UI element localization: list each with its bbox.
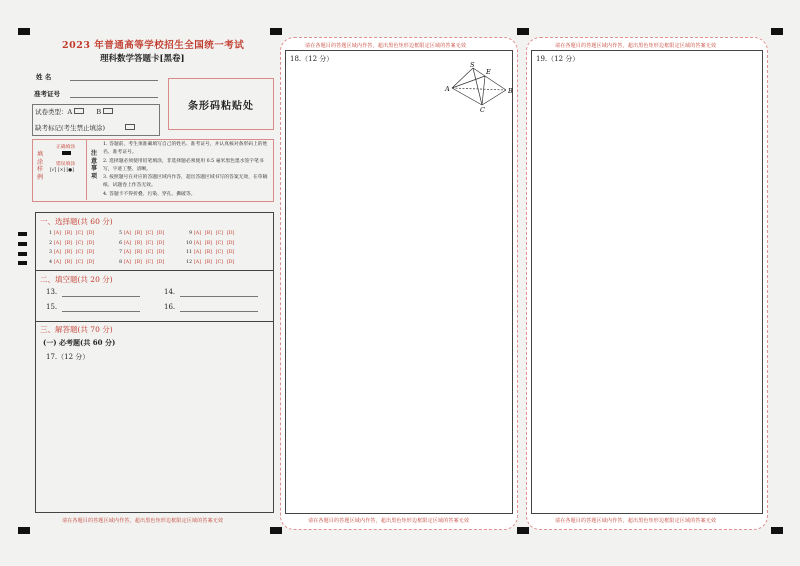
fill-answer-15[interactable] xyxy=(62,311,140,312)
choice-number: 8 xyxy=(119,259,122,265)
choice-option-bubble[interactable]: [B] xyxy=(64,240,72,246)
question-19: 19.（12 分） xyxy=(536,55,580,63)
choice-option-bubble[interactable]: [D] xyxy=(86,231,95,236)
choice-option-bubble[interactable]: [C] xyxy=(215,240,223,246)
timing-mark xyxy=(517,527,529,534)
timing-mark xyxy=(18,252,27,256)
choice-question xyxy=(45,241,98,246)
choice-option-bubble[interactable]: [C] xyxy=(145,250,153,255)
answer-box-19[interactable] xyxy=(531,50,763,514)
choice-option-bubble[interactable]: [A] xyxy=(54,259,61,265)
notes-list xyxy=(103,141,269,199)
choice-option-bubble[interactable]: [D] xyxy=(226,231,235,236)
absent-row xyxy=(35,123,135,132)
id-label: 准考证号 xyxy=(34,90,60,98)
answer-area-17[interactable] xyxy=(38,362,268,508)
choice-option-bubble[interactable]: [A] xyxy=(124,231,131,236)
choice-option-bubble[interactable]: [A] xyxy=(54,231,61,236)
choice-option-bubble[interactable]: [D] xyxy=(156,231,165,236)
barcode-area xyxy=(168,78,274,130)
required-title: (一) 必考题(共 60 分) xyxy=(43,338,116,347)
choice-option-bubble[interactable]: [C] xyxy=(215,259,223,265)
choice-option-bubble[interactable]: [B] xyxy=(134,231,142,236)
fill-correct-label: 正确填涂 xyxy=(56,145,76,150)
choice-option-bubble[interactable]: [D] xyxy=(226,240,235,246)
choice-option-bubble[interactable]: [B] xyxy=(134,259,142,265)
card-title: 理科数学答题卡[黑卷] xyxy=(100,54,185,64)
choice-option-bubble[interactable]: [C] xyxy=(215,250,223,255)
warning-middle-bottom: 请在各题目的答题区域内作答，超出黑色矩形边框限定区域的答案无效 xyxy=(308,518,470,524)
edge-AB xyxy=(452,88,506,90)
notes-label: 注意事项 xyxy=(91,150,98,180)
choice-option-bubble[interactable]: [D] xyxy=(86,240,95,246)
choice-option-bubble[interactable]: [D] xyxy=(156,240,165,246)
edge-BC xyxy=(482,90,506,105)
choice-option-bubble[interactable]: [C] xyxy=(75,250,83,255)
fill-answer-16[interactable] xyxy=(180,311,258,312)
label-S: S xyxy=(470,61,475,69)
notes-divider xyxy=(86,139,87,200)
edge-SA xyxy=(452,68,473,88)
fill-correct-sample xyxy=(62,151,71,155)
choice-option-bubble[interactable]: [C] xyxy=(215,231,223,236)
choice-question xyxy=(115,241,168,246)
edge-AC xyxy=(452,88,482,105)
paper-type-a-box[interactable] xyxy=(74,108,84,114)
id-field[interactable] xyxy=(70,97,158,98)
question-17: 17.（12 分） xyxy=(46,353,90,361)
timing-mark xyxy=(270,527,282,534)
edge-SC xyxy=(473,68,482,105)
choice-option-bubble[interactable]: [A] xyxy=(124,250,131,255)
choice-question xyxy=(185,241,238,246)
choice-option-bubble[interactable]: [B] xyxy=(134,250,142,255)
choice-option-bubble[interactable]: [B] xyxy=(204,231,212,236)
choice-option-bubble[interactable]: [A] xyxy=(194,250,201,255)
fill-wrong-samples: [√] [×] [●] xyxy=(50,168,74,173)
label-A: A xyxy=(445,85,450,93)
choice-number: 10 xyxy=(186,240,192,246)
warning-right-bottom: 请在各题目的答题区域内作答，超出黑色矩形边框限定区域的答案无效 xyxy=(555,518,717,524)
note-item: 4. 答题卡不得折叠、污染、穿孔、撕破等。 xyxy=(103,191,196,197)
choice-question xyxy=(45,231,98,236)
choice-number: 11 xyxy=(186,250,192,255)
choice-option-bubble[interactable]: [D] xyxy=(86,250,95,255)
choice-question xyxy=(115,231,168,236)
choice-option-bubble[interactable]: [D] xyxy=(226,259,235,265)
choice-question xyxy=(115,250,168,255)
timing-mark xyxy=(270,28,282,35)
choice-option-bubble[interactable]: [B] xyxy=(64,250,72,255)
choice-option-bubble[interactable]: [D] xyxy=(226,250,235,255)
absent-label: 缺考标记(考生禁止填涂) xyxy=(35,124,106,132)
choice-section-title: 一、选择题(共 60 分) xyxy=(40,217,113,226)
timing-mark xyxy=(771,28,783,35)
timing-mark xyxy=(18,242,27,246)
question-18: 18.（12 分） xyxy=(290,55,334,63)
choice-number: 5 xyxy=(119,231,122,236)
warning-right-top: 请在各题目的答题区域内作答，超出黑色矩形边框限定区域的答案无效 xyxy=(555,43,717,49)
choice-option-bubble[interactable]: [B] xyxy=(204,250,212,255)
timing-mark xyxy=(18,28,30,35)
edge-EC xyxy=(482,76,485,105)
label-C: C xyxy=(480,106,485,114)
fill-wrong-label: 错误填涂 xyxy=(56,162,76,167)
choice-number: 1 xyxy=(49,231,52,236)
timing-mark xyxy=(18,232,27,236)
fill-item-14: 14. xyxy=(164,288,176,296)
fill-section-title: 二、填空题(共 20 分) xyxy=(40,275,113,284)
choice-option-bubble[interactable]: [B] xyxy=(204,240,212,246)
choice-option-bubble[interactable]: [A] xyxy=(194,240,201,246)
choice-option-bubble[interactable]: [A] xyxy=(124,259,131,265)
timing-mark xyxy=(18,261,27,265)
choice-option-bubble[interactable]: [B] xyxy=(134,240,142,246)
note-item: 3. 按照题号在对应的答题区域内作答，超出答题区域书写的答案无效，在草稿纸、试题卷上作答无效。 xyxy=(103,175,268,189)
choice-option-bubble[interactable]: [A] xyxy=(124,240,131,246)
fill-answer-14[interactable] xyxy=(180,296,258,297)
warning-middle-top: 请在各题目的答题区域内作答，超出黑色矩形边框限定区域的答案无效 xyxy=(305,43,467,49)
paper-type-label: 试卷类型：A xyxy=(35,108,73,116)
timing-mark xyxy=(517,28,529,35)
answer-section-title: 三、解答题(共 70 分) xyxy=(40,325,113,334)
label-E: E xyxy=(486,68,491,76)
choice-number: 9 xyxy=(189,231,192,236)
choice-number: 4 xyxy=(49,259,52,265)
label-B: B xyxy=(508,87,513,95)
choice-option-bubble[interactable]: [C] xyxy=(75,259,83,265)
choice-option-bubble[interactable]: [A] xyxy=(194,259,201,265)
choice-question xyxy=(45,250,98,255)
choice-option-bubble[interactable]: [A] xyxy=(54,250,61,255)
choice-question xyxy=(115,260,168,265)
paper-type-b-box[interactable] xyxy=(103,108,113,114)
choice-option-bubble[interactable]: [D] xyxy=(156,259,165,265)
pyramid-figure xyxy=(440,60,520,115)
choice-number: 2 xyxy=(49,240,52,246)
name-field[interactable] xyxy=(70,80,158,81)
choice-option-bubble[interactable]: [C] xyxy=(145,259,153,265)
absent-box[interactable] xyxy=(125,124,135,130)
name-label: 姓 名 xyxy=(36,73,52,81)
choice-option-bubble[interactable]: [A] xyxy=(194,231,201,236)
choice-option-bubble[interactable]: [C] xyxy=(75,240,83,246)
choice-number: 12 xyxy=(186,259,192,265)
choice-number: 3 xyxy=(49,250,52,255)
choice-option-bubble[interactable]: [B] xyxy=(204,259,212,265)
choice-option-bubble[interactable]: [C] xyxy=(145,231,153,236)
note-item: 2. 选择题必须使用铅笔填涂，非选择题必须使用 0.5 毫米黑色墨水签字笔书写，字迹工整、清晰。 xyxy=(103,158,264,172)
choice-option-bubble[interactable]: [C] xyxy=(75,231,83,236)
note-item: 1. 答题前，考生须准确填写自己的姓名、准考证号，并认真核对条形码上的姓名、准考证号。 xyxy=(103,142,268,156)
timing-mark xyxy=(18,527,30,534)
choice-question xyxy=(185,231,238,236)
choice-option-bubble[interactable]: [C] xyxy=(145,240,153,246)
choice-option-bubble[interactable]: [D] xyxy=(86,259,95,265)
choice-option-bubble[interactable]: [A] xyxy=(54,240,61,246)
barcode-label: 条形码粘贴处 xyxy=(188,100,254,112)
warning-left-bottom: 请在各题目的答题区域内作答，超出黑色矩形边框限定区域的答案无效 xyxy=(62,518,224,524)
exam-title: 2023 年普通高等学校招生全国统一考试 xyxy=(62,40,245,51)
paper-type-row xyxy=(35,107,113,116)
choice-option-bubble[interactable]: [D] xyxy=(156,250,165,255)
fill-item-15: 15. xyxy=(46,303,58,311)
answer-box-18[interactable] xyxy=(285,50,513,514)
timing-mark xyxy=(771,527,783,534)
edge-AE xyxy=(452,76,485,88)
choice-question xyxy=(185,260,238,265)
choice-number: 6 xyxy=(119,240,122,246)
fill-item-16: 16. xyxy=(164,303,176,311)
choice-option-bubble[interactable]: [B] xyxy=(64,259,72,265)
fill-example-label: 填涂样例 xyxy=(37,151,44,181)
fill-item-13: 13. xyxy=(46,288,58,296)
choice-question xyxy=(45,260,98,265)
paper-type-b-label: B xyxy=(96,108,102,116)
choice-question xyxy=(185,250,238,255)
fill-answer-13[interactable] xyxy=(62,296,140,297)
choice-number: 7 xyxy=(119,250,122,255)
choice-option-bubble[interactable]: [B] xyxy=(64,231,72,236)
